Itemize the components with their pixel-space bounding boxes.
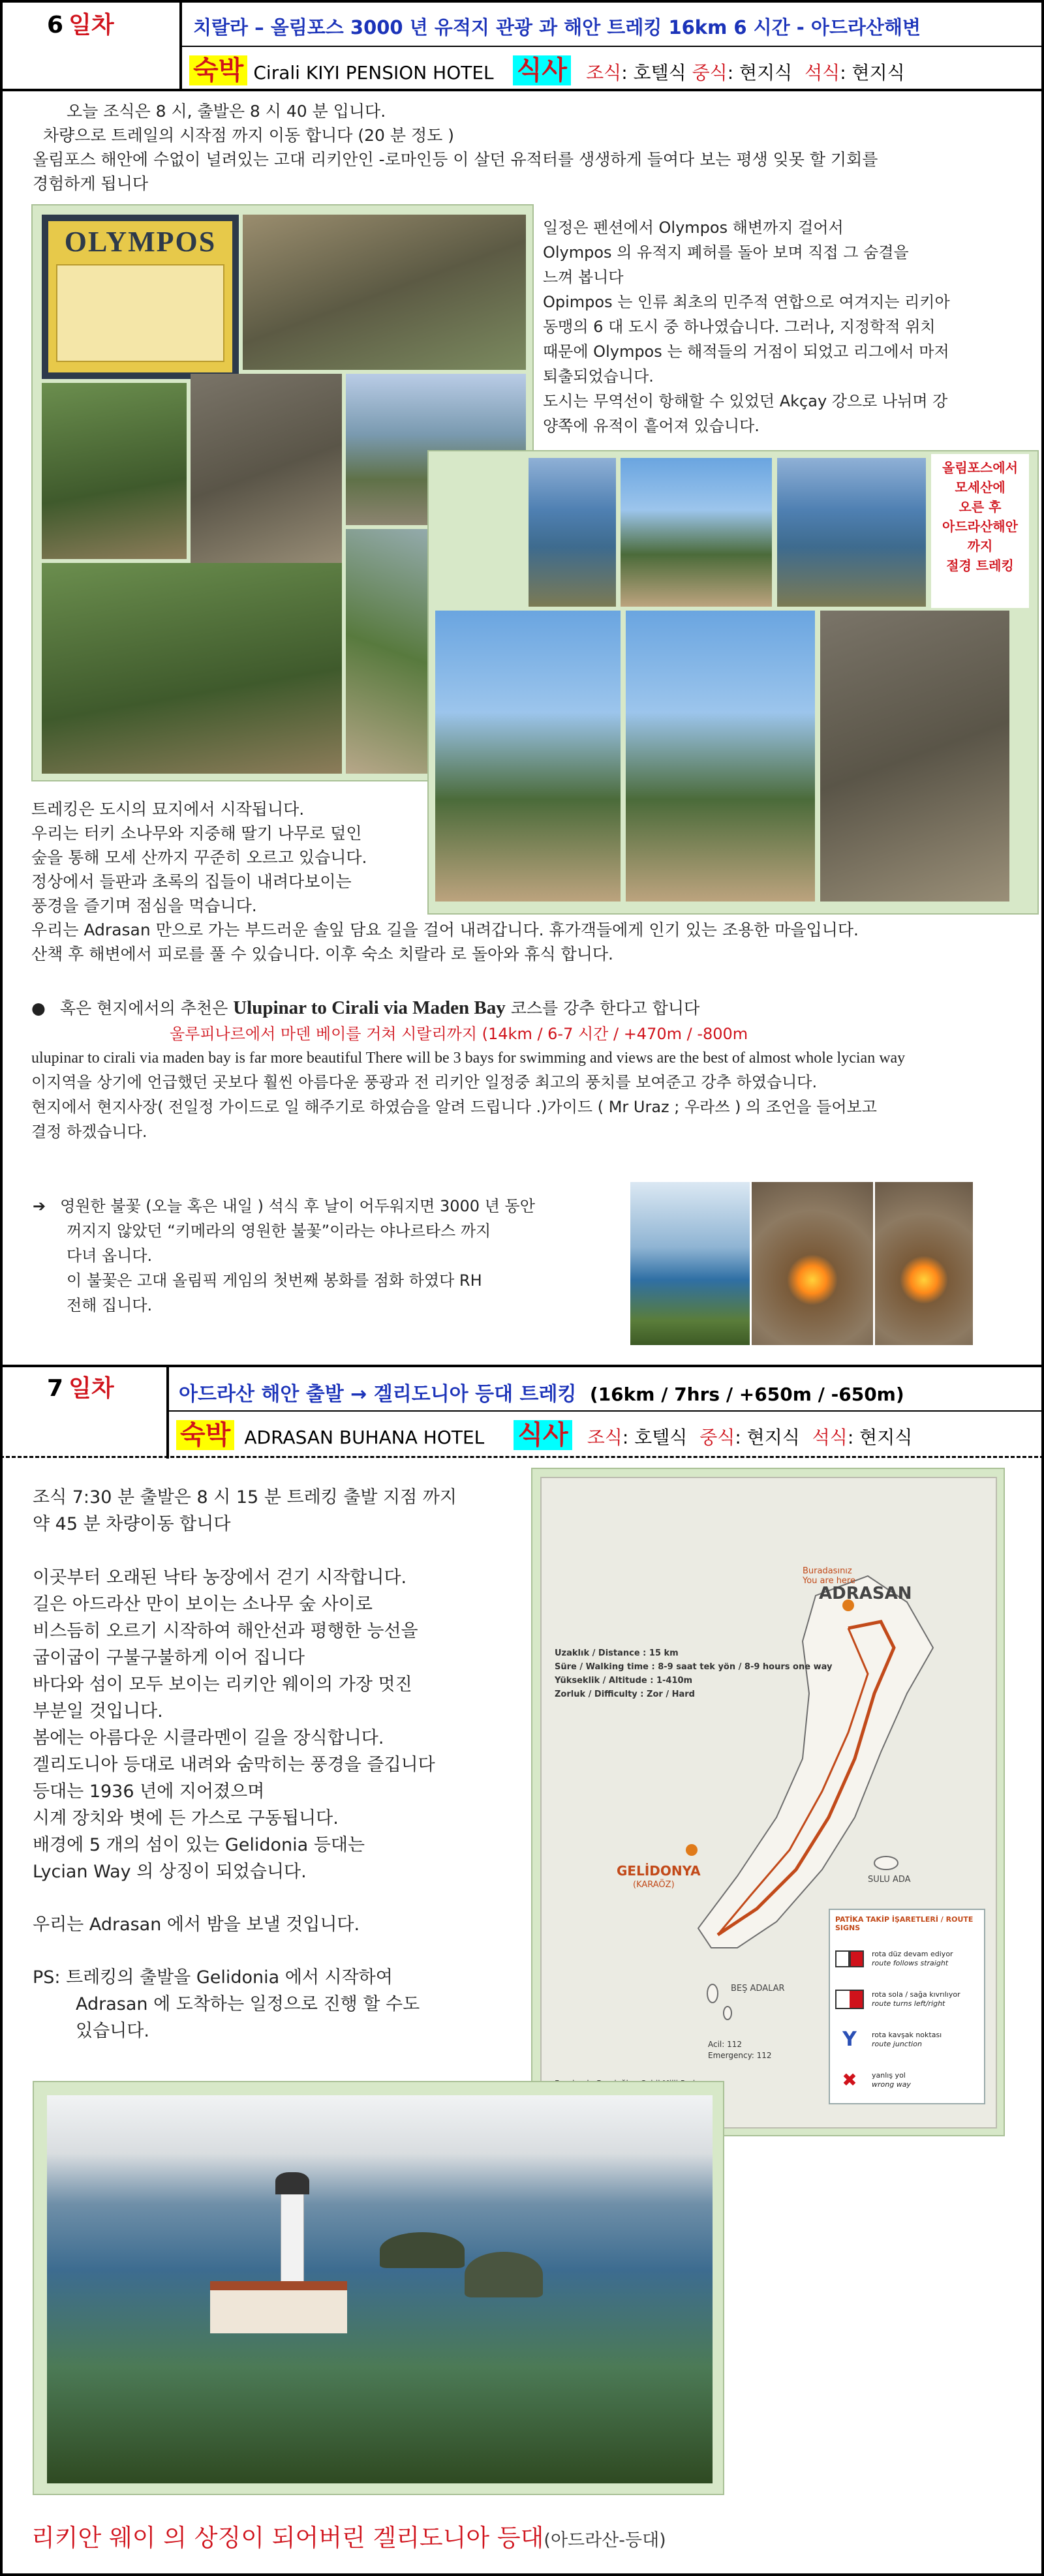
forest-steps-photo bbox=[42, 383, 187, 559]
trek-line: 우리는 터키 소나무와 지중해 딸기 나무로 덮인 bbox=[31, 824, 362, 843]
red-note-line: 아드라산해안 bbox=[942, 519, 1018, 534]
day6-breakfast-label: 조식 bbox=[586, 62, 622, 83]
legend-text bbox=[872, 1990, 960, 2008]
lighthouse-frame bbox=[33, 2081, 724, 2495]
legend-row bbox=[835, 1939, 979, 1979]
ps-line: PS: 트레킹의 출발을 Gelidonia 에서 시작하여 bbox=[33, 1967, 393, 1988]
map-karaoz-label: (KARAÖZ) bbox=[633, 1880, 675, 1890]
day7-header-divider bbox=[166, 1367, 169, 1459]
body-line: 조식 7:30 분 출발은 8 시 15 분 트레킹 출발 지점 까지 bbox=[33, 1487, 457, 1508]
body-line: Lycian Way 의 상징이 되었습니다. bbox=[33, 1862, 307, 1882]
trail-map-frame bbox=[531, 1468, 1005, 2136]
side-line: 퇴출되었습니다. bbox=[543, 367, 654, 386]
day6-header-midline bbox=[182, 46, 1044, 47]
trek-line: 풍경을 즐기며 점심을 먹습니다. bbox=[31, 896, 257, 915]
rec-prefix: 혹은 현지에서의 추천은 bbox=[59, 999, 228, 1018]
map-here-tr: Buradasınız bbox=[803, 1566, 852, 1576]
day6-stay-row bbox=[189, 50, 905, 87]
day7-meals bbox=[587, 1427, 913, 1448]
day7-dinner-value: : 현지식 bbox=[847, 1427, 913, 1448]
trek-red-note bbox=[931, 454, 1029, 608]
body-line bbox=[33, 1538, 529, 1564]
map-acil: Acil: 112 bbox=[708, 2040, 743, 2049]
rec-line: 이지역을 상기에 언급했던 곳보다 훨씬 아름다운 풍광과 전 리키안 일정중 최고의 풍치를 보여준고 강추 하였습니다. bbox=[31, 1073, 818, 1091]
day6-recommendation bbox=[31, 995, 1030, 1144]
day6-hotel: Cirali KIYI PENSION HOTEL bbox=[253, 62, 494, 83]
olympos-sign-map bbox=[56, 264, 224, 362]
legend-row bbox=[835, 1979, 979, 2020]
sarcophagus-photo bbox=[191, 374, 342, 569]
body-line: 굽이굽이 구불구불하게 이어 집니다 bbox=[33, 1648, 305, 1668]
wrong-way-icon: ✖ bbox=[842, 2069, 857, 2091]
island-shape bbox=[380, 2232, 465, 2268]
rec-headline bbox=[31, 995, 1030, 1022]
day6-lunch-label: 중식 bbox=[692, 62, 728, 83]
day7-meal-label: 식사 bbox=[514, 1420, 572, 1450]
day6-title: 치랄라 – 올림포스 3000 년 유적지 관광 과 해안 트레킹 16km 6 시간 - 아드라산해변 bbox=[193, 16, 921, 38]
legend-text bbox=[872, 1950, 953, 1968]
day6-trek-text bbox=[31, 797, 1023, 966]
day7-title: 아드라산 해안 출발 → 겔리도니아 등대 트레킹 bbox=[179, 1383, 577, 1406]
side-line: 동맹의 6 대 도시 중 하나였습니다. 그러나, 지정학적 위치 bbox=[543, 318, 936, 336]
map-sulu-ada-label: SULU ADA bbox=[868, 1875, 911, 1885]
legend-en: route turns left/right bbox=[872, 1999, 945, 2008]
body-line: 길은 아드라산 만이 보이는 소나무 숲 사이로 bbox=[33, 1594, 373, 1614]
body-line: 봄에는 아름다운 시클라멘이 길을 장식합니다. bbox=[33, 1728, 384, 1748]
day6-label-text: 일차 bbox=[69, 12, 114, 38]
day6-dinner-value: : 현지식 bbox=[840, 62, 905, 83]
legend-tr: rota sola / sağa kıvrılıyor bbox=[872, 1990, 960, 1999]
bench-view-photo bbox=[777, 458, 926, 607]
day6-side-text bbox=[543, 215, 1026, 438]
side-line: 느껴 봅니다 bbox=[543, 268, 624, 286]
body-line: 비스듬히 오르기 시작하여 해안선과 평행한 능선을 bbox=[33, 1621, 418, 1641]
olympos-sign-board bbox=[48, 221, 232, 372]
ruin-arch-photo bbox=[243, 215, 526, 370]
red-note-line: 절경 트레킹 bbox=[946, 558, 1014, 573]
caption-sub: (아드라산-등대) bbox=[544, 2530, 666, 2551]
sulu-ada-island bbox=[874, 1856, 898, 1870]
trek-line: 트레킹은 도시의 묘지에서 시작됩니다. bbox=[31, 800, 305, 819]
olympos-sign-text: OLYMPOS bbox=[64, 226, 217, 258]
legend-text bbox=[872, 2031, 942, 2049]
rec-red-line: 울루피나르에서 마덴 베이를 거쳐 시랄리까지 (14km / 6-7 시간 / +470m / -800m bbox=[170, 1025, 748, 1043]
intro-line: 경험하게 됩니다 bbox=[33, 174, 148, 193]
day7-label bbox=[47, 1370, 114, 1403]
legend-row bbox=[835, 2060, 979, 2100]
legend-row bbox=[835, 2020, 979, 2060]
cliff-view-photo bbox=[529, 458, 616, 607]
red-note-line: 모세산에 bbox=[955, 479, 1006, 495]
side-line: Opimpos 는 인류 최초의 민주적 연합으로 여겨지는 리키아 bbox=[543, 293, 950, 311]
rec-suffix: 코스를 강추 한다고 합니다 bbox=[510, 999, 700, 1018]
boardwalk-photo bbox=[42, 563, 342, 774]
red-note-line: 오른 후 bbox=[959, 499, 1002, 515]
day7-lunch-value: : 현지식 bbox=[735, 1427, 800, 1448]
day7-header-midline bbox=[169, 1410, 1041, 1412]
map-bes-adalar-label: BEŞ ADALAR bbox=[731, 1984, 785, 1993]
olympos-sign-photo bbox=[42, 215, 239, 379]
side-line: 도시는 무역선이 항해할 수 있었던 Akçay 강으로 나뉘며 강 bbox=[543, 392, 948, 410]
day6-meal-label: 식사 bbox=[513, 55, 571, 85]
day7-label-text: 일차 bbox=[69, 1375, 114, 1402]
legend-title: PATİKA TAKİP İŞARETLERİ / ROUTE SIGNS bbox=[835, 1915, 974, 1932]
map-here-en: You are here bbox=[803, 1576, 855, 1586]
route-signs-legend bbox=[829, 1909, 985, 2104]
flame-line: 영원한 불꽃 (오늘 혹은 내일 ) 석식 후 날이 어두워지면 3000 년 동안 bbox=[60, 1197, 535, 1215]
day7-dinner-label: 석식 bbox=[812, 1427, 848, 1448]
map-here-label bbox=[803, 1566, 855, 1586]
lighthouse-house bbox=[210, 2281, 347, 2333]
rec-line: 현지에서 현지사장( 전일정 가이드로 일 해주기로 하였슴을 알려 드립니다 .)가이드 ( Mr Uraz ; 우라쓰 ) 의 조언을 들어보고 bbox=[31, 1098, 877, 1116]
side-line: 일정은 펜션에서 Olympos 해변까지 걸어서 bbox=[543, 219, 844, 237]
lighthouse-caption bbox=[31, 2518, 666, 2553]
flame-line: 꺼지지 않았던 “키메라의 영원한 불꽃”이라는 야나르타스 까지 bbox=[67, 1222, 491, 1240]
day7-hotel: ADRASAN BUHANA HOTEL bbox=[244, 1427, 485, 1448]
map-info-line: Süre / Walking time : 8-9 saat tek yön / 8-9 hours one way bbox=[555, 1662, 833, 1672]
day7-body bbox=[33, 1484, 529, 2044]
red-note-line: 까지 bbox=[967, 538, 993, 554]
ps-line: Adrasan 에 도착하는 일정으로 진행 할 수도 bbox=[76, 1994, 420, 2014]
legend-text bbox=[872, 2071, 911, 2089]
day7-title-stats: (16km / 7hrs / +650m / -650m) bbox=[589, 1384, 904, 1405]
day7-lunch-label: 중식 bbox=[699, 1427, 735, 1448]
bes-adalar-island bbox=[724, 2007, 731, 2020]
side-line: Olympos 의 유적지 폐허를 돌아 보며 직접 그 숨결을 bbox=[543, 243, 909, 262]
legend-tr: yanlış yol bbox=[872, 2071, 906, 2080]
day6-label bbox=[47, 7, 114, 40]
body-line: 겔리도니아 등대로 내려와 숨막히는 풍경을 즐깁니다 bbox=[33, 1755, 435, 1775]
body-line: 바다와 섬이 모두 보이는 리키안 웨이의 가장 멋진 bbox=[33, 1674, 412, 1695]
trek-line: 숲을 통해 모세 산까지 꾸준히 오르고 있습니다. bbox=[31, 848, 367, 867]
lighthouse-lamp bbox=[275, 2172, 309, 2194]
body-line: 부분일 것입니다. bbox=[33, 1701, 163, 1721]
day6-meals bbox=[586, 62, 905, 83]
rec-route: Ulupinar to Cirali via Maden Bay bbox=[233, 997, 506, 1018]
legend-tr: rota kavşak noktası bbox=[872, 2031, 942, 2039]
legend-en: wrong way bbox=[872, 2080, 911, 2089]
flame-rocks-photo bbox=[752, 1182, 873, 1345]
day7-header-bottom bbox=[0, 1456, 1044, 1458]
red-note-line: 올림포스에서 bbox=[942, 460, 1018, 476]
flame-line: 이 불꽃은 고대 올림픽 게임의 첫번째 봉화를 점화 하였다 RH bbox=[67, 1271, 482, 1290]
body-line: 등대는 1936 년에 지어졌으며 bbox=[33, 1781, 265, 1802]
bay-view-photo bbox=[621, 458, 772, 607]
day7-stay-row bbox=[176, 1414, 912, 1451]
ps-line: 있습니다. bbox=[76, 2021, 149, 2041]
body-line: 약 45 분 차량이동 합니다 bbox=[33, 1514, 231, 1534]
rec-english: ulupinar to cirali via maden bay is far more beautiful There will be 3 bays for swimming and views are the best of almost whole lycian way bbox=[31, 1050, 906, 1067]
day7-lodging-label: 숙박 bbox=[176, 1420, 234, 1450]
trek-line: 정상에서 들판과 초록의 집들이 내려다보이는 bbox=[31, 872, 352, 891]
body-line: 이곳부터 오래된 낙타 농장에서 걷기 시작합니다. bbox=[33, 1568, 407, 1588]
day6-dinner-label: 석식 bbox=[805, 62, 840, 83]
day6-flame-text bbox=[33, 1194, 620, 1318]
map-emergency bbox=[708, 2039, 772, 2061]
legend-en: route follows straight bbox=[872, 1959, 949, 1967]
lighthouse-tower bbox=[281, 2193, 304, 2291]
day7-breakfast-value: : 호텔식 bbox=[622, 1427, 688, 1448]
flame-line-first bbox=[33, 1194, 620, 1219]
rec-bullet: ● bbox=[31, 999, 46, 1018]
trail-map bbox=[540, 1477, 997, 2129]
day6-lodging-label: 숙박 bbox=[189, 55, 247, 85]
legend-tr: rota düz devam ediyor bbox=[872, 1950, 953, 1958]
day6-intro bbox=[33, 99, 1024, 196]
rec-line: 결정 하겠습니다. bbox=[31, 1123, 147, 1141]
map-info-line: Zorluk / Difficulty : Zor / Hard bbox=[555, 1690, 695, 1699]
day6-breakfast-value: : 호텔식 bbox=[621, 62, 686, 83]
intro-line: 올림포스 해안에 수없이 널려있는 고대 리키안인 -로마인등 이 살던 유적터를 생생하게 들여다 보는 평생 잊못 할 기회를 bbox=[33, 150, 878, 169]
day7-breakfast-label: 조식 bbox=[587, 1427, 622, 1448]
side-line: 양쪽에 유적이 흩어져 있습니다. bbox=[543, 417, 760, 435]
night-line: 우리는 Adrasan 에서 밤을 보낼 것입니다. bbox=[33, 1915, 360, 1935]
intro-line: 차량으로 트레일의 시작점 까지 이동 합니다 (20 분 정도 ) bbox=[43, 126, 454, 145]
map-emergency-line: Emergency: 112 bbox=[708, 2051, 772, 2060]
map-info bbox=[555, 1646, 832, 1701]
trek-line: 우리는 Adrasan 만으로 가는 부드러운 솔잎 담요 길을 걸어 내려갑니다. 휴가객들에게 인기 있는 조용한 마을입니다. bbox=[31, 920, 859, 939]
bes-adalar-island bbox=[707, 1984, 718, 2003]
day7-number: 7 bbox=[47, 1375, 64, 1402]
day7-title-row bbox=[179, 1378, 904, 1406]
map-adrasan-label: ADRASAN bbox=[819, 1584, 912, 1603]
route-turn-icon bbox=[835, 1990, 864, 2009]
intro-line: 오늘 조식은 8 시, 출발은 8 시 40 분 입니다. bbox=[67, 102, 386, 121]
day6-lunch-value: : 현지식 bbox=[727, 62, 793, 83]
side-line: 때문에 Olympos 는 해적들의 거점이 되었고 리그에서 마저 bbox=[543, 342, 949, 361]
flame-closeup-photo bbox=[875, 1182, 973, 1345]
flame-line: 다녀 옵니다. bbox=[67, 1247, 153, 1265]
map-info-line: Uzaklık / Distance : 15 km bbox=[555, 1648, 679, 1658]
route-straight-icon bbox=[835, 1950, 864, 1967]
body-line: 배경에 5 개의 섬이 있는 Gelidonia 등대는 bbox=[33, 1835, 365, 1855]
hiker-end-icon bbox=[686, 1844, 698, 1856]
route-junction-icon: Y bbox=[842, 2028, 857, 2051]
map-info-line: Yükseklik / Altitude : 1-410m bbox=[555, 1676, 693, 1686]
day6-number: 6 bbox=[47, 12, 64, 38]
peninsula-shape bbox=[698, 1576, 933, 1948]
flame-line: 전해 집니다. bbox=[67, 1296, 153, 1314]
map-gelidonya-label: GELİDONYA bbox=[617, 1863, 701, 1879]
lighthouse-photo bbox=[47, 2095, 713, 2483]
body-line: 시계 장치와 볏에 든 가스로 구동됩니다. bbox=[33, 1808, 339, 1828]
island-shape bbox=[465, 2252, 543, 2297]
flame-valley-photo bbox=[630, 1182, 750, 1345]
arrow-icon: ➔ bbox=[33, 1197, 46, 1215]
trek-line: 산책 후 해변에서 피로를 풀 수 있습니다. 이후 숙소 치랄라 로 돌아와 휴식 합니다. bbox=[31, 945, 614, 963]
legend-en: route junction bbox=[872, 2040, 922, 2048]
caption-main: 리키안 웨이 의 상징이 되어버린 겔리도니아 등대 bbox=[31, 2524, 544, 2552]
